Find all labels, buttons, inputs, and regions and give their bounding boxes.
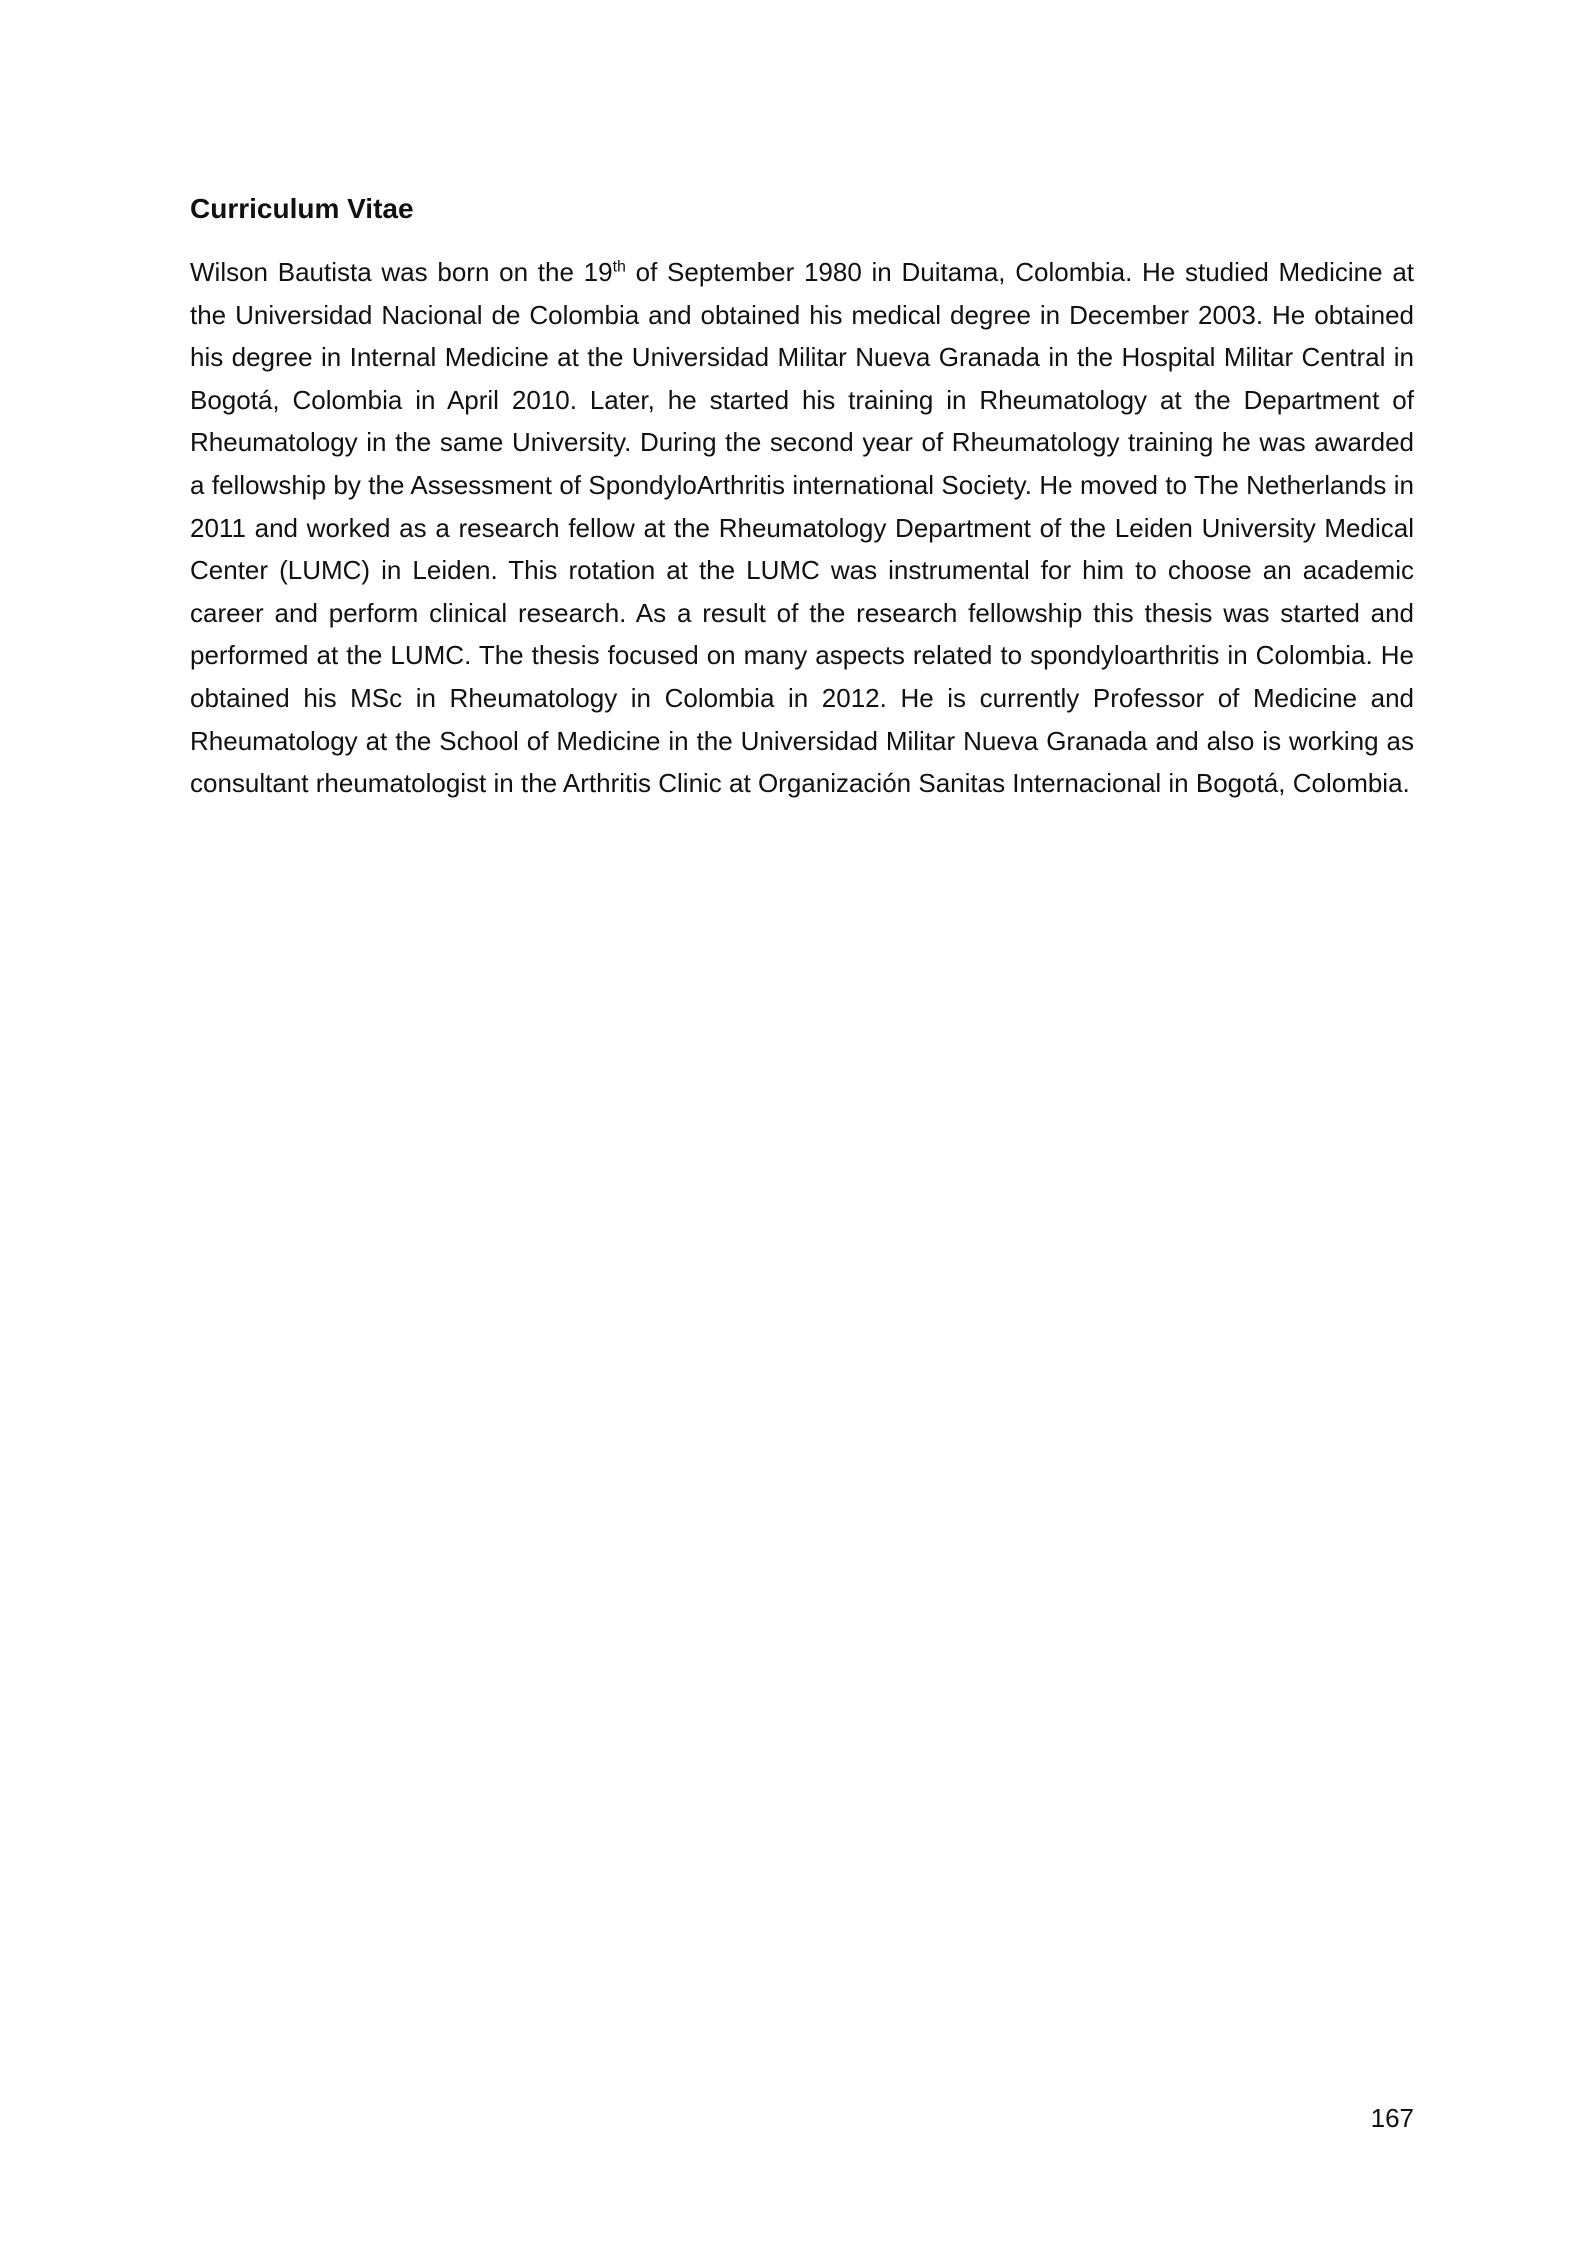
page-number: 167 bbox=[1370, 2103, 1414, 2133]
section-heading: Curriculum Vitae bbox=[190, 193, 414, 224]
paragraph-text-start: Wilson Bautista was born on the 19 bbox=[190, 257, 613, 287]
biography-paragraph bbox=[190, 251, 1414, 805]
ordinal-superscript: th bbox=[612, 258, 626, 276]
paragraph-text-rest: of September 1980 in Duitama, Colombia. He studied Medicine at the Universidad Nacional de Colombia and obtained his medical degree in December 2003. He obtained his degree in Internal Medicine at the Universidad Militar Nueva Granada in the Hospital Militar Central in Bogotá, Colombia in April 2010. Later, he started his training in Rheumatology at the Department of Rheumatology in the same University. During the second year of Rheumatology training he was awarded a fellowship by the Assessment of SpondyloArthritis international Society. He moved to The Netherlands in 2011 and worked as a research fellow at the Rheumatology Department of the Leiden University Medical Center (LUMC) in Leiden. This rotation at the LUMC was instrumental for him to choose an academic career and perform clinical research. As a result of the research fellowship this thesis was started and performed at the LUMC. The thesis focused on many aspects related to spondyloarthritis in Colombia. He obtained his MSc in Rheumatology in Colombia in 2012. He is currently Professor of Medicine and Rheumatology at the School of Medicine in the Universidad Militar Nueva Granada and also is working as consultant rheumatologist in the Arthritis Clinic at Organización Sanitas Internacional in Bogotá, Colombia. bbox=[190, 257, 1415, 799]
